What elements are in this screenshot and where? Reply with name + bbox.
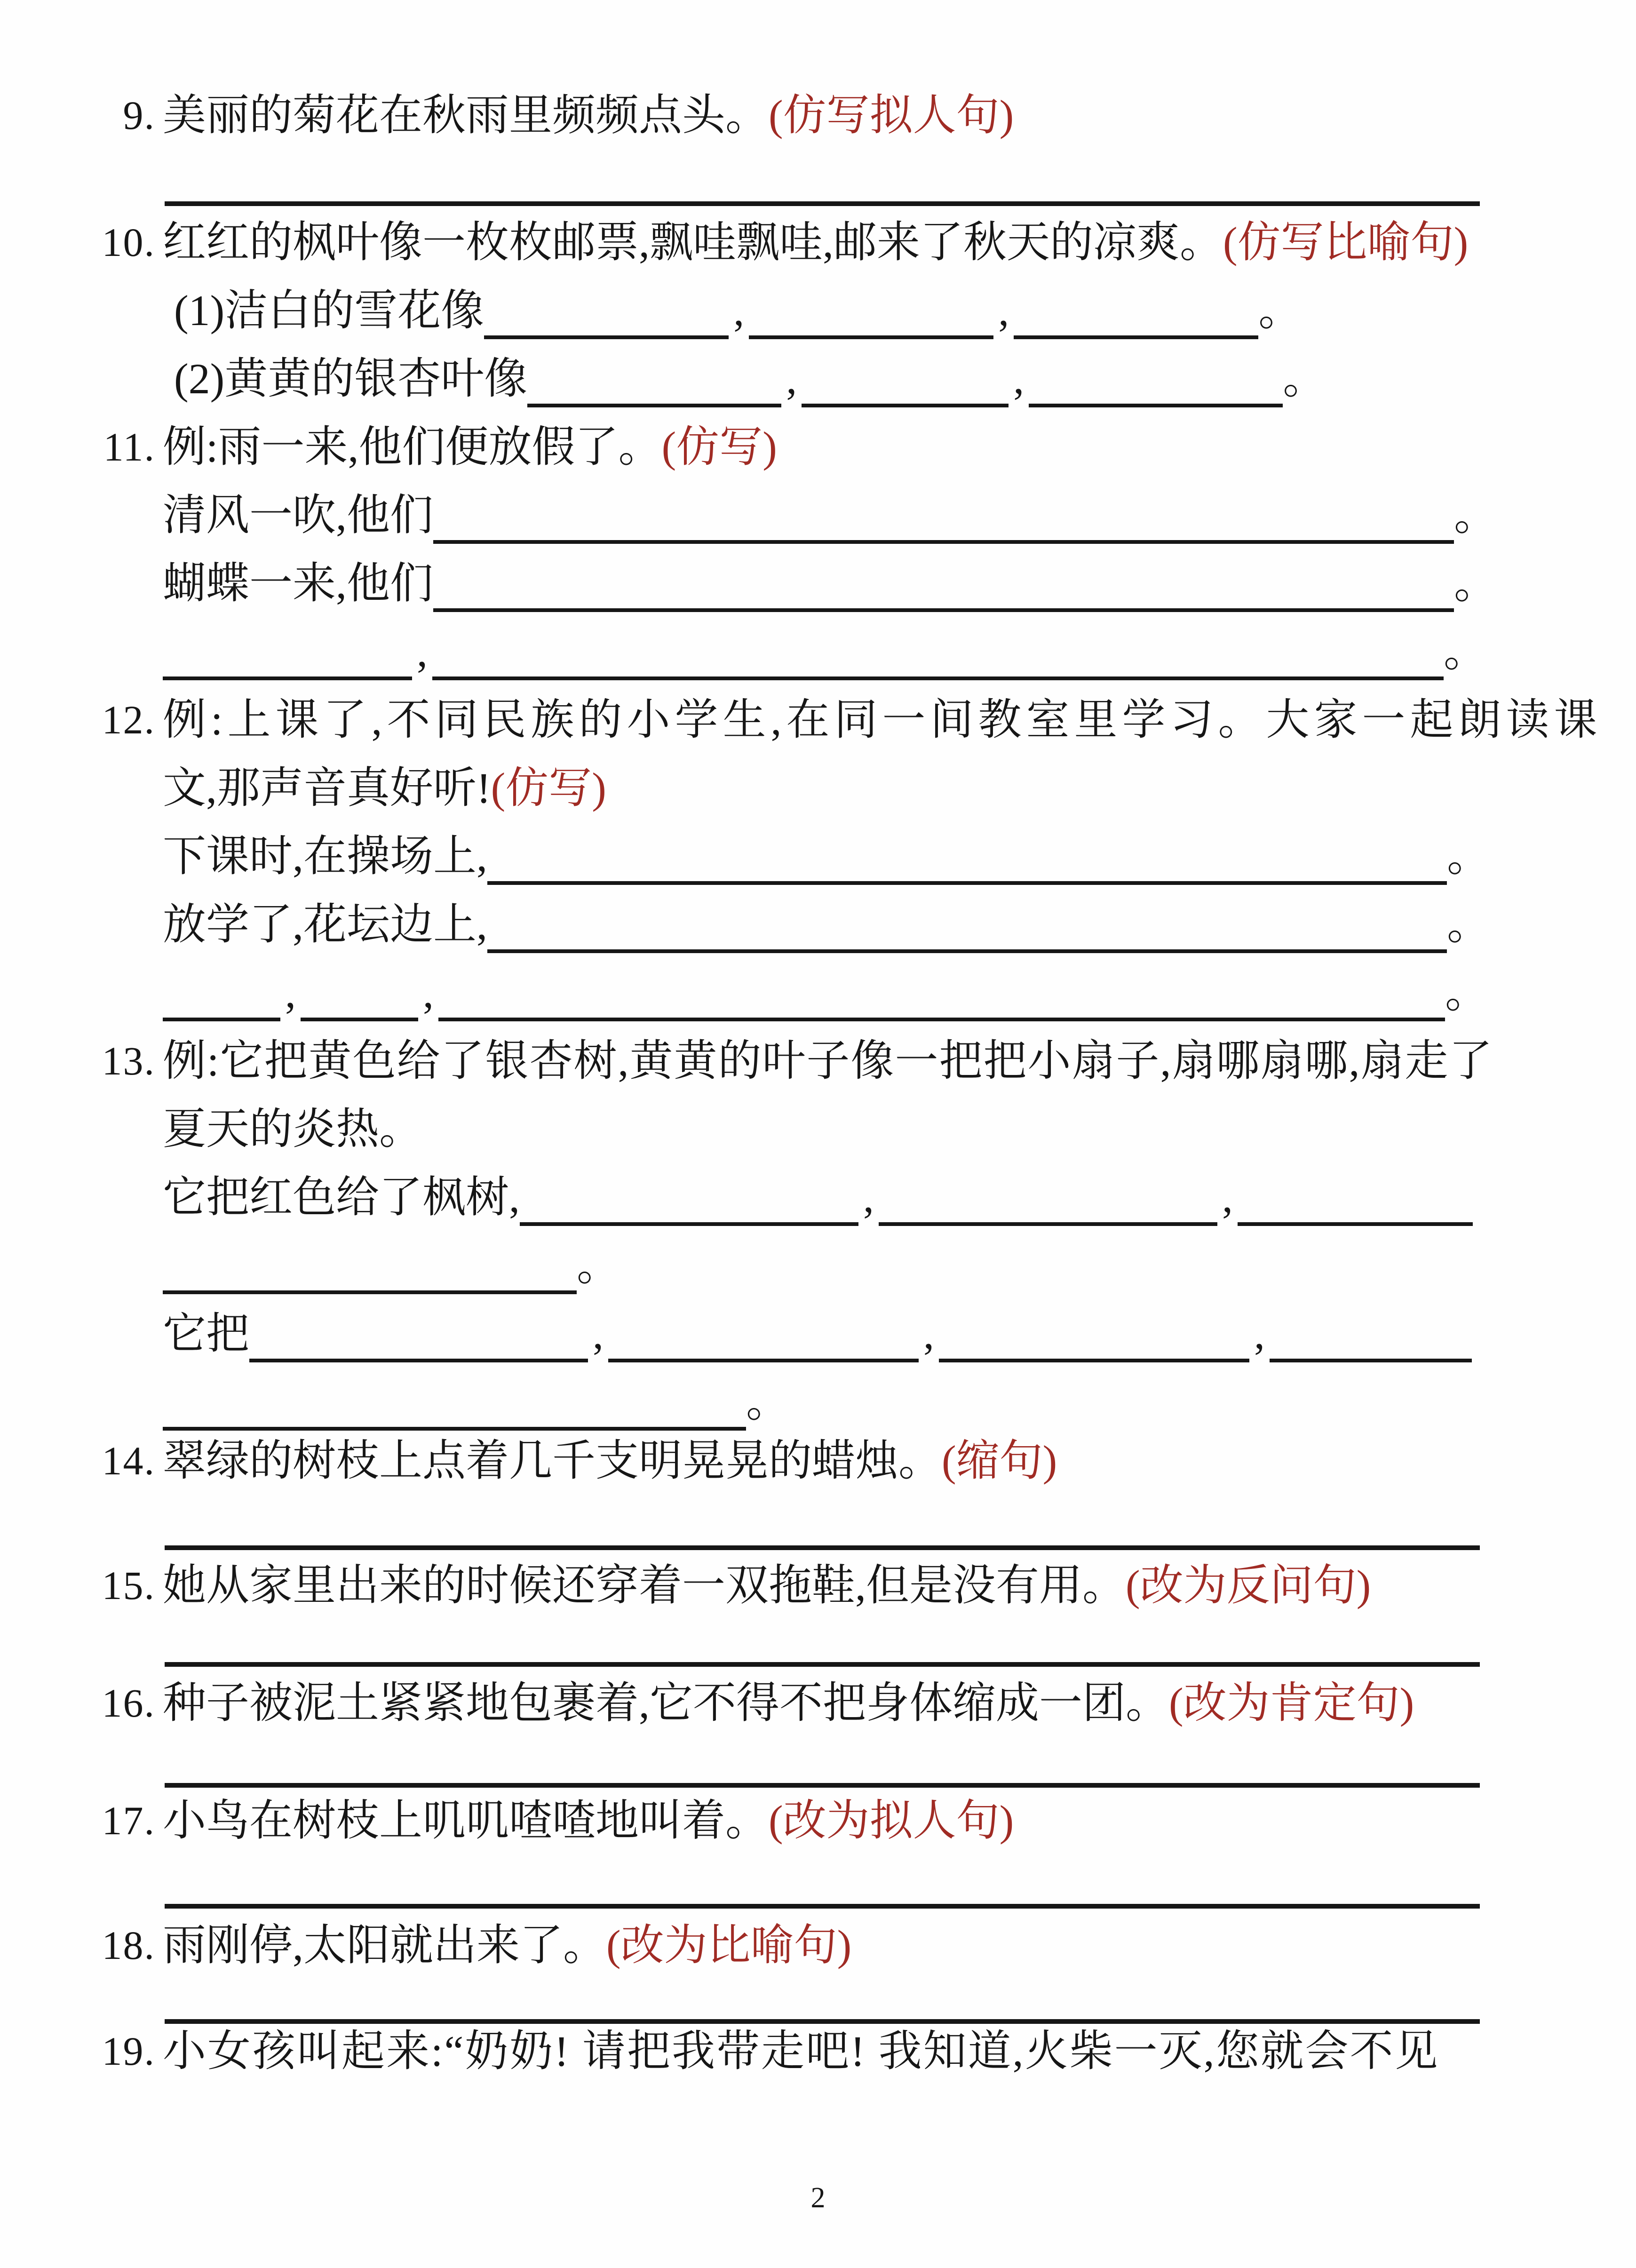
- period: 。: [1445, 969, 1489, 1017]
- question-13-line-1-wrap: [163, 1230, 620, 1301]
- question-13-example-line-1: 例:它把黄色给了银杏树,黄黄的叶子像一把把小扇子,扇哪扇哪,扇走了: [163, 1037, 1493, 1085]
- question-11-type-tag: (仿写): [661, 423, 777, 471]
- fill-blank: [1270, 1359, 1472, 1362]
- question-14-text: 翠绿的树枝上点着几千支明晃晃的蜡烛。: [163, 1437, 942, 1485]
- fill-blank: [802, 404, 1009, 407]
- question-12-type-tag: (仿写): [491, 764, 606, 812]
- answer-line-q14: [165, 1545, 1480, 1550]
- comma: ,: [423, 969, 434, 1017]
- question-11-example: 例:雨一来,他们便放假了。: [163, 423, 662, 471]
- question-9: [123, 80, 1014, 151]
- comma: ,: [1222, 1173, 1233, 1221]
- question-12-line-2: [163, 889, 1490, 960]
- comma: ,: [998, 286, 1009, 334]
- sub-1-label: (1)洁白的雪花像: [174, 286, 484, 334]
- fill-blank: [939, 1359, 1249, 1362]
- fill-blank: [1029, 404, 1283, 407]
- line-2-stem: 它把: [163, 1310, 250, 1358]
- question-17-type-tag: (改为拟人句): [769, 1797, 1014, 1845]
- comma: ,: [923, 1310, 935, 1358]
- fill-blank: [608, 1359, 919, 1362]
- fill-blank: [879, 1222, 1217, 1226]
- fill-blank: [249, 1359, 588, 1362]
- fill-blank: [1014, 335, 1258, 339]
- comma: ,: [733, 286, 745, 334]
- question-12: [102, 684, 1602, 755]
- question-13-example-line-2: [163, 1094, 422, 1164]
- question-9-text: 美丽的菊花在秋雨里频频点头。: [163, 91, 769, 139]
- comma: ,: [786, 355, 797, 403]
- question-16-text: 种子被泥土紧紧地包裹着,它不得不把身体缩成一团。: [163, 1679, 1169, 1727]
- question-13: [102, 1026, 1493, 1096]
- comma: ,: [1254, 1310, 1265, 1358]
- page-number: 2: [810, 2182, 826, 2214]
- period: 。: [577, 1241, 620, 1289]
- question-15-type-tag: (改为反问句): [1126, 1561, 1371, 1609]
- period: 。: [1258, 286, 1302, 334]
- question-19-text: 小女孩叫起来:“奶奶! 请把我带走吧! 我知道,火柴一灭,您就会不见: [163, 2027, 1439, 2075]
- fill-blank: [487, 949, 1447, 953]
- example-continuation: 夏天的炎热。: [163, 1105, 423, 1153]
- question-18-number: 18.: [102, 1923, 155, 1968]
- question-12-example-line-1: 例:上课了,不同民族的小学生,在同一间教室里学习。大家一起朗读课: [163, 696, 1602, 744]
- question-10: [102, 207, 1469, 278]
- comma: ,: [863, 1173, 874, 1221]
- question-16-number: 16.: [102, 1680, 155, 1726]
- period: 。: [746, 1378, 790, 1426]
- fill-blank: [301, 1018, 418, 1021]
- fill-blank: [438, 1018, 1445, 1021]
- fill-blank: [163, 1290, 577, 1294]
- question-15-number: 15.: [102, 1563, 155, 1608]
- fill-blank: [487, 881, 1447, 885]
- question-19: [102, 2016, 1439, 2086]
- fill-blank: [433, 540, 1454, 544]
- question-13-line-1: [163, 1162, 1473, 1233]
- line-1-stem: 它把红色给了枫树,: [163, 1173, 520, 1221]
- question-15: [102, 1550, 1371, 1621]
- question-14: [102, 1425, 1057, 1496]
- fill-blank: [433, 608, 1454, 612]
- line-2-stem: 放学了,花坛边上,: [163, 900, 488, 948]
- question-11-number: 11.: [103, 424, 155, 470]
- line-2-stem: 蝴蝶一来,他们: [163, 559, 434, 607]
- example-continuation: 文,那声音真好听!: [163, 764, 491, 812]
- comma: ,: [593, 1310, 604, 1358]
- fill-blank: [1238, 1222, 1473, 1226]
- question-10-text: 红红的枫叶像一枚枚邮票,飘哇飘哇,邮来了秋天的凉爽。: [163, 218, 1223, 266]
- question-11-line-2: [163, 548, 1497, 619]
- line-1-stem: 下课时,在操场上,: [163, 832, 488, 880]
- fill-blank: [749, 335, 993, 339]
- period: 。: [1283, 355, 1326, 403]
- question-17-text: 小鸟在树枝上叽叽喳喳地叫着。: [163, 1797, 769, 1845]
- question-10-sub-1: [174, 275, 1302, 346]
- fill-blank: [484, 335, 729, 339]
- answer-line-q15: [165, 1662, 1480, 1667]
- question-14-type-tag: (缩句): [942, 1437, 1057, 1485]
- comma: ,: [417, 628, 428, 676]
- question-18-type-tag: (改为比喻句): [606, 1921, 852, 1969]
- fill-blank: [163, 1018, 280, 1021]
- question-11: [103, 412, 777, 482]
- question-12-line-3: [163, 957, 1488, 1028]
- period: 。: [1454, 491, 1498, 539]
- answer-line-q17: [165, 1904, 1480, 1909]
- fill-blank: [527, 404, 781, 407]
- period: 。: [1447, 832, 1491, 880]
- answer-line-q9: [165, 201, 1480, 206]
- question-18: [102, 1910, 852, 1981]
- sub-2-label: (2)黄黄的银杏叶像: [174, 355, 528, 403]
- question-19-number: 19.: [102, 2029, 155, 2074]
- question-17-number: 17.: [102, 1798, 155, 1843]
- fill-blank: [520, 1222, 858, 1226]
- question-11-line-3: [163, 616, 1487, 687]
- question-14-number: 14.: [102, 1438, 155, 1483]
- fill-blank: [163, 676, 412, 680]
- question-10-type-tag: (仿写比喻句): [1223, 218, 1469, 266]
- question-13-number: 13.: [102, 1038, 155, 1083]
- fill-blank: [432, 676, 1444, 680]
- question-17: [102, 1785, 1014, 1856]
- question-9-number: 9.: [123, 93, 155, 138]
- period: 。: [1447, 900, 1491, 948]
- question-9-type-tag: (仿写拟人句): [769, 91, 1014, 139]
- question-15-text: 她从家里出来的时候还穿着一双拖鞋,但是没有用。: [163, 1561, 1126, 1609]
- question-12-number: 12.: [102, 697, 155, 742]
- question-18-text: 雨刚停,太阳就出来了。: [163, 1921, 607, 1969]
- question-10-number: 10.: [102, 220, 155, 265]
- comma: ,: [285, 969, 296, 1017]
- question-11-line-1: [163, 480, 1497, 550]
- question-12-line-1: [163, 821, 1490, 891]
- question-10-sub-2: [174, 343, 1326, 414]
- question-12-example-line-2: [163, 753, 606, 823]
- question-13-line-2: [163, 1298, 1472, 1369]
- question-16-type-tag: (改为肯定句): [1169, 1679, 1414, 1727]
- period: 。: [1454, 559, 1498, 607]
- question-16: [102, 1668, 1414, 1738]
- period: 。: [1444, 628, 1487, 676]
- comma: ,: [1013, 355, 1024, 403]
- line-1-stem: 清风一吹,他们: [163, 491, 434, 539]
